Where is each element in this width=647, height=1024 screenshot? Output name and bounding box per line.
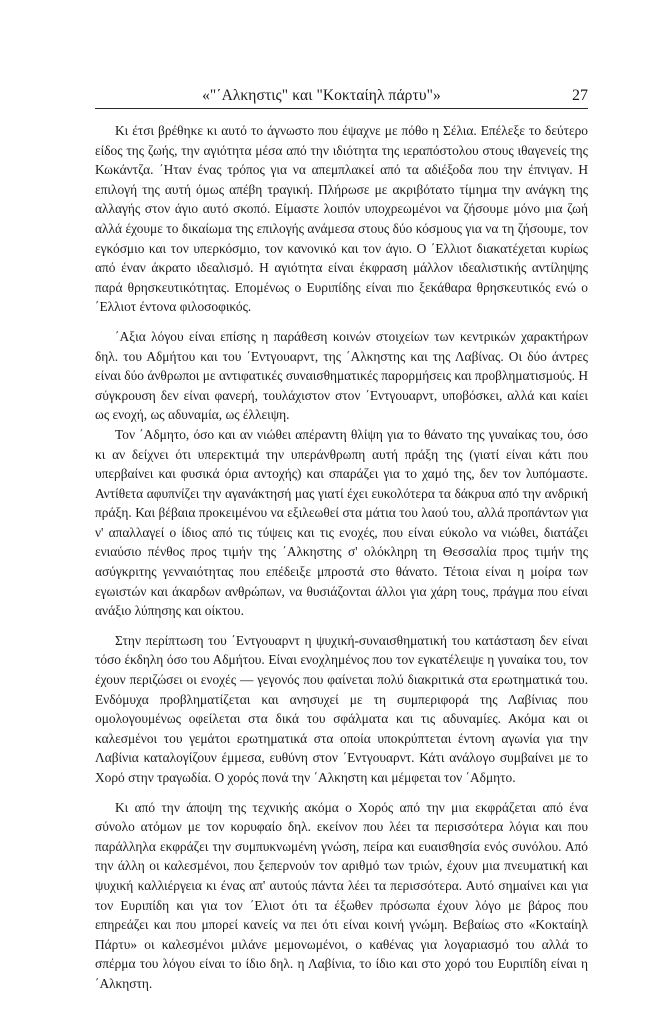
page-number: 27: [572, 87, 588, 104]
paragraph-5: Κι από την άποψη της τεχνικής ακόμα ο Χορός από την μια εκφράζεται από ένα σύνολο ατόμων με τον κορυφαίο δηλ. εκείνον που λέει τα περισσότερα λόγια και που παράλληλα εκφράζει την συμπυκνωμένη γνώση, πείρα και ευαισθησία ενός συνόλου. Από την άλλη οι καλεσμένοι, που ξεπερνούν τον αριθμό των τριών, έχουν μια πνευματική και ψυχική καλλιέργεια κι ένας απ' αυτούς πάντα λέει τα περισσότερα. Αυτό σημαίνει και για τον Ευριπίδη και για τον ΄Ελιοτ ότι τα έξωθεν πρόσωπα έχουν λόγο με βάρος που επηρεάζει και που μπορεί κανείς να πει ότι είναι κοινή γνώμη. Βεβαίως στο «Κοκταίηλ Πάρτυ» οι καλεσμένοι μιλάνε μεμονωμένοι, ο καθένας για λογαριασμό του αλλά το σπέρμα του λόγου είναι το ίδιο δηλ. η Λαβίνια, το ίδιο και στο χορό του Ευριπίδη είναι η ΄Αλκηστη.: [95, 799, 588, 991]
body-text: [95, 121, 588, 994]
paragraph-2: ΄Αξια λόγου είναι επίσης η παράθεση κοινών στοιχείων των κεντρικών χαρακτήρων δηλ. του Αδμήτου και του ΄Εντγουαρντ, της ΄Αλκηστης και της Λαβίνας. Οι δύο άντρες είναι δύο άνθρωποι με αντιφατικές συναισθηματικές παρορμήσεις και προβληματισμούς. Η σύγκρουση δεν είναι φανερή, τουλάχιστον στον ΄Εντγουαρντ, υποβόσκει, αλλά και καίει ως ενοχή, ως αδυναμία, ως έλλειψη.: [95, 328, 588, 423]
header-rule: [95, 108, 588, 109]
running-header: [95, 85, 588, 109]
paragraph-4: Στην περίπτωση του ΄Εντγουαρντ η ψυχική-συναισθηματική του κατάσταση δεν είναι τόσο έκδηλη όσο του Αδμήτου. Είναι ενοχλημένος που τον εγκατέλειψε η γυναίκα του, τον έχουν περιζώσει οι ενοχές — γεγονός που φαίνεται πολύ διακριτικά στα ερωτηματικά του. Ενδόμυχα προβληματίζεται και ανησυχεί με τη συμπεριφορά της Λαβίνιας που ομολογουμένως οφείλεται στα δικά του σφάλματα και τις αδυναμίες. Ακόμα και οι καλεσμένοι του γεμάτοι ερωτηματικά στα οποία υποκρύπτεται έντονη αγωνία για την Λαβίνια καταλογίζουν έμμεσα, ευθύνη στον ΄Εντγουαρντ. Κάτι ανάλογο συμβαίνει με το Χορό στην τραγωδία. Ο χορός πονά την ΄Αλκηστη και μέμφεται τον ΄Αδμητο.: [95, 632, 588, 785]
paragraph-3: Τον ΄Αδμητο, όσο και αν νιώθει απέραντη θλίψη για το θάνατο της γυναίκας του, όσο κι αν δείχνει ότι υπερεκτιμά την υπεράνθρωπη αυτή πράξη της (γιατί είναι κάτι που υπερβαίνει και φυσικά όρια αντοχής) και σπαράζει για το χαμό της, δεν τον λυπόμαστε. Αντίθετα αφυπνίζει την αγανάκτησή μας γιατί έχει ευκολότερα τα δάκρυα από την ανδρική πράξη. Και βέβαια προκειμένου να εξιλεωθεί στα μάτια του λαού του, αλλά προπάντων για ν' απαλλαγεί ο ίδιος από τις τύψεις και τις ενοχές, που είναι εύκολο να νιώθει, διατάζει ενιαύσιο πένθος προς τιμήν της ΄Αλκηστης σ' ολόκληρη τη Θεσσαλία προς τιμήν της ασύγκριτης γενναιότητας που επέδειξε μπροστά στο θάνατο. Τέτοια είναι η μοίρα των εγωιστών και άκαρδων ανθρώπων, να θυσιάζονται άλλοι για χάρη τους, πράγμα που είναι ανάξιο λύπησης και οίκτου.: [95, 426, 588, 619]
running-title: «"΄Αλκηστις" και "Κοκταίηλ πάρτυ"»: [202, 87, 441, 104]
paragraph-1: Κι έτσι βρέθηκε κι αυτό το άγνωστο που έψαχνε με πόθο η Σέλια. Επέλεξε το δεύτερο είδος της ζωής, την αγιότητα μέσα από την ιδιότητα της ιεραπόστολου στους ιθαγενείς της Κωκάντζα. ΄Ηταν ένας τρόπος για να απεμπλακεί από τα αδιέξοδα που την έπνιγαν. Η επιλογή της αυτή όμως απέβη τραγική. Πλήρωσε με ακριβότατο τίμημα την ανάγκη της αλλαγής στον άγιο αυτό σκοπό. Είμαστε λοιπόν υποχρεωμένοι να ζήσουμε μόνο μια ζωή αλλά έχουμε το δικαίωμα της επιλογής ανάμεσα στους δύο κόσμους για να τη ζήσουμε, τον εγκόσμιο και τον υπερκόσμιο, τον κανονικό και τον άγιο. Ο ΄Ελλιοτ διακατέχεται κυρίως από έναν άκρατο ιδεαλισμό. Η αγιότητα είναι έκφραση μάλλον ιδεαλιστικής αντίληψης παρά θρησκευτικότητας. Επομένως ο Ευριπίδης είναι πιο ξεκάθαρα θρησκευτικός ενώ ο ΄Ελλιοτ έντονα φιλοσοφικός.: [95, 123, 588, 315]
